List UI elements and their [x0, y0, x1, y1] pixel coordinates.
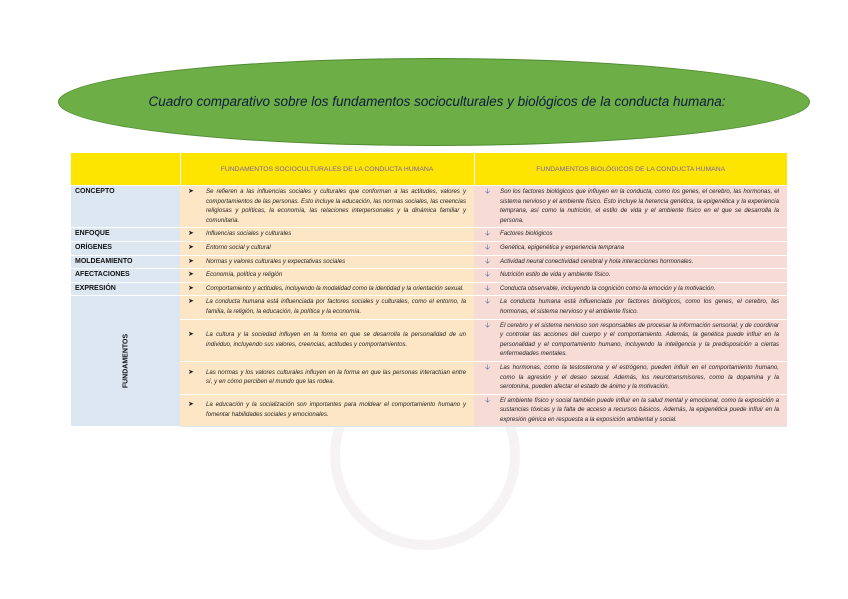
- arrow-down-icon: 🡣: [485, 188, 491, 195]
- sociocultural-cell: [180, 296, 474, 319]
- cell-text: La conducta humana está influenciada por factores biológicos, como los genes, el cerebro, las hormonas, el sistema nervioso y el ambiente físico.: [500, 298, 779, 315]
- sociocultural-cell: [180, 394, 474, 427]
- table-row: [71, 186, 787, 228]
- arrow-down-icon: 🡣: [485, 271, 491, 279]
- cell-text: Nutrición estilo de vida y ambiente físico.: [500, 271, 611, 279]
- table-row: [71, 228, 787, 242]
- arrow-down-icon: 🡣: [485, 321, 491, 329]
- header-socioculturales: FUNDAMENTOS SOCIOCULTURALES DE LA CONDUCTA HUMANA: [180, 153, 474, 186]
- table-row: [71, 269, 787, 283]
- row-label: EXPRESIÓN: [71, 282, 180, 296]
- table-row: [71, 255, 787, 269]
- cell-text: Se refieren a las influencias sociales y culturales que conforman a las actitudes, valores y comportamientos de las personas. Esto incluye la educación, las normas sociales, las creencias religiosas y políticas, la economía, las relaciones interpersonales y la dinámica familiar y comunitaria.: [206, 188, 466, 224]
- biological-cell: [474, 319, 787, 361]
- biological-cell: [474, 255, 787, 269]
- arrow-right-icon: ➤: [188, 368, 194, 376]
- biological-cell: [474, 186, 787, 228]
- arrow-right-icon: ➤: [188, 298, 194, 306]
- cell-text: Factores biológicos: [500, 230, 553, 238]
- cell-text: El ambiente físico y social también puede influir en la salud mental y emocional, como la exposición a sustancias tóxicas y la falta de acceso a recursos básicos. Además, la epigenética puede influir en la expresión génica en respuesta a la exposición ambiental y social.: [500, 396, 779, 423]
- arrow-down-icon: 🡣: [485, 396, 491, 404]
- table-header-row: [71, 153, 787, 186]
- arrow-down-icon: 🡣: [485, 363, 491, 371]
- arrow-right-icon: ➤: [188, 230, 194, 238]
- row-label: AFECTACIONES: [71, 269, 180, 283]
- arrow-right-icon: ➤: [188, 257, 194, 265]
- sociocultural-cell: [180, 186, 474, 228]
- arrow-right-icon: ➤: [188, 284, 194, 292]
- cell-text: La cultura y la sociedad influyen en la forma en que se desarrolla la personalidad de un individuo, incluyendo sus valores, creencias, actitudes y comportamientos.: [206, 331, 466, 348]
- cell-text: La educación y la socialización son importantes para moldear el comportamiento humano y fomentar habilidades sociales y emocionales.: [206, 401, 466, 419]
- row-label: CONCEPTO: [71, 186, 180, 228]
- cell-text: Entorno social y cultural: [206, 243, 271, 251]
- biological-cell: [474, 361, 787, 394]
- sociocultural-cell: [180, 241, 474, 255]
- cell-text: La conducta humana está influenciada por factores sociales y culturales, como el entorno, la familia, la religión, la educación, la política y la economía.: [206, 298, 466, 315]
- row-label: ENFOQUE: [71, 228, 180, 242]
- biological-cell: [474, 394, 787, 427]
- comparison-table: [71, 153, 787, 427]
- cell-text: Economía, política y religión: [206, 271, 283, 279]
- title-banner: [58, 58, 810, 146]
- header-blank-cell: [71, 153, 180, 186]
- arrow-down-icon: 🡣: [485, 230, 491, 238]
- cell-text: Normas y valores culturales y expectativas sociales: [206, 257, 346, 265]
- cell-text: Las normas y los valores culturales influyen en la forma en que las personas interactúan entre sí, y en cómo perciben el mundo que las rodea.: [206, 368, 466, 386]
- cell-text: Son los factores biológicos que influyen en la conducta, como los genes, el cerebro, las hormonas, el sistema nervioso y el ambiente físico. Esto incluye la herencia genética, la epigenética y la experiencia temprana, así como la nutrición, el estilo de vida y el ambiente físico en el que se desarrolla la persona.: [500, 188, 779, 224]
- cell-text: Genética, epigenética y experiencia temprana: [500, 243, 624, 251]
- biological-cell: [474, 282, 787, 296]
- table-row: [71, 241, 787, 255]
- arrow-right-icon: ➤: [188, 243, 194, 251]
- sociocultural-cell: [180, 269, 474, 283]
- sociocultural-cell: [180, 361, 474, 394]
- table-row: [71, 282, 787, 296]
- fundamentos-label: FUNDAMENTOS: [122, 334, 129, 389]
- biological-cell: [474, 296, 787, 319]
- fundamentos-label-cell: [71, 296, 180, 427]
- table-row: [71, 296, 787, 319]
- cell-text: Comportamiento y actitudes, incluyendo la modalidad como la identidad y la orientación sexual.: [206, 284, 464, 292]
- sociocultural-cell: [180, 282, 474, 296]
- arrow-right-icon: ➤: [188, 271, 194, 279]
- biological-cell: [474, 269, 787, 283]
- sociocultural-cell: [180, 255, 474, 269]
- sociocultural-cell: [180, 228, 474, 242]
- row-label: ORÍGENES: [71, 241, 180, 255]
- arrow-right-icon: ➤: [188, 401, 194, 409]
- arrow-down-icon: 🡣: [485, 257, 491, 265]
- arrow-right-icon: ➤: [188, 331, 194, 339]
- arrow-down-icon: 🡣: [485, 298, 491, 306]
- cell-text: El cerebro y el sistema nervioso son responsables de procesar la información sensorial, y de coordinar y controlar las acciones del cuerpo y el comportamiento. Además, la genética puede influir en la personalidad y el comportamiento humano, incluyendo la inteligencia y la predisposición a ciertas enfermedades mentales.: [500, 321, 779, 358]
- header-biologicos: FUNDAMENTOS BIOLÓGICOS DE LA CONDUCTA HUMANA: [474, 153, 787, 186]
- row-label: MOLDEAMIENTO: [71, 255, 180, 269]
- sociocultural-cell: [180, 319, 474, 361]
- page-title: Cuadro comparativo sobre los fundamentos socioculturales y biológicos de la conducta humana:: [148, 93, 726, 109]
- cell-text: Actividad neural conectividad cerebral y hola interacciones hormonales.: [500, 257, 694, 265]
- biological-cell: [474, 241, 787, 255]
- biological-cell: [474, 228, 787, 242]
- arrow-down-icon: 🡣: [485, 243, 491, 251]
- cell-text: Las hormonas, como la testosterona y el estrógeno, pueden influir en el comportamiento humano, como la agresión y el deseo sexual. Además, los neurotransmisores, como la dopamina y la serotonina, pueden afectar el estado de ánimo y la motivación.: [500, 363, 779, 391]
- cell-text: Conducta observable, incluyendo la cognición como la emoción y la motivación.: [500, 284, 716, 292]
- arrow-down-icon: 🡣: [485, 284, 491, 292]
- arrow-right-icon: ➤: [188, 188, 194, 195]
- cell-text: Influencias sociales y culturales: [206, 230, 292, 238]
